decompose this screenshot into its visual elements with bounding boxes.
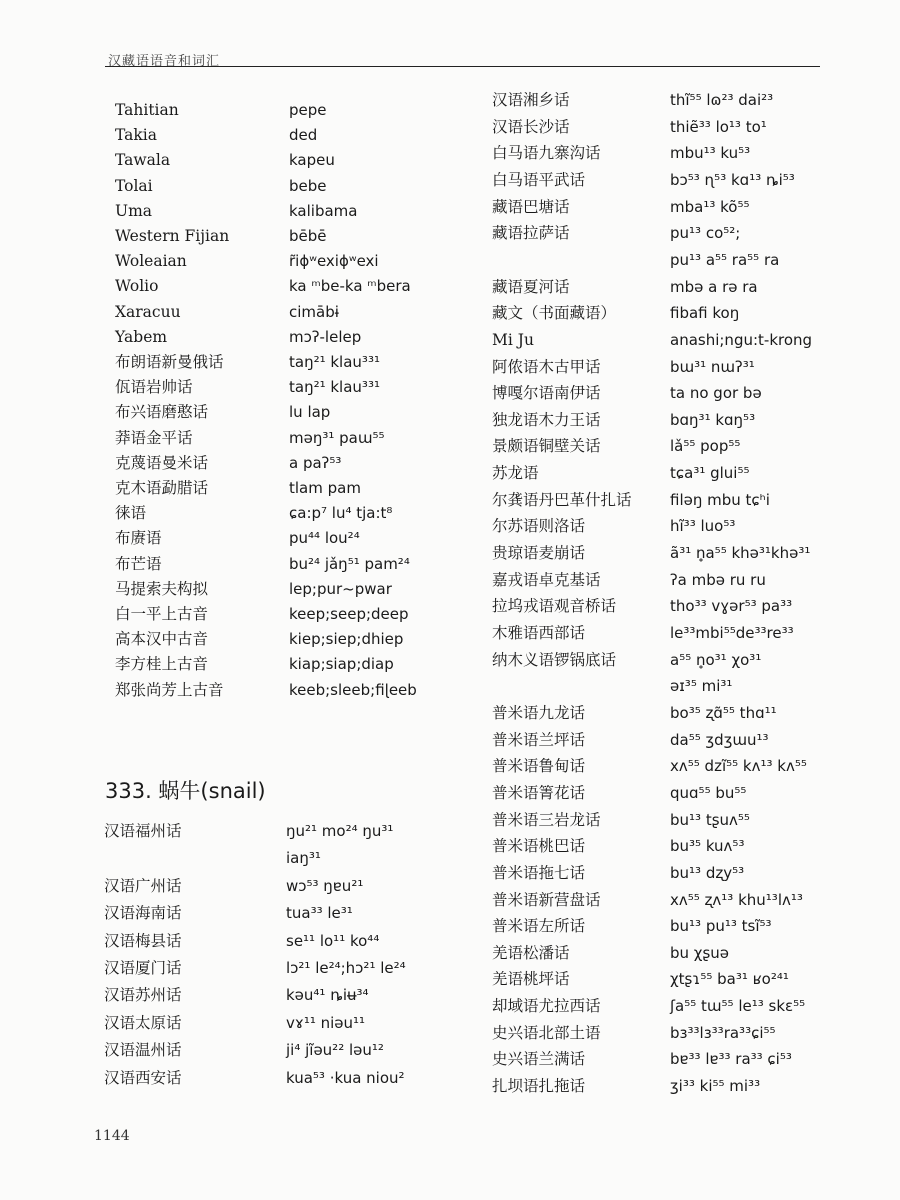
word-form: ded [289,126,318,145]
entry-row [104,1065,464,1091]
entry-row [115,576,475,602]
language-name: 汉语海南话 [104,904,182,923]
language-name: 独龙语木力王话 [492,410,601,429]
word-form: pepe [289,101,327,119]
entry-row [492,807,852,833]
language-name: Tolai [115,176,153,195]
word-form: əɪ³⁵ mi³¹ [670,677,733,696]
language-name: 尔龚语丹巴革什扎话 [492,490,632,509]
entry-row [115,677,475,703]
language-name: 景颇语铜壁关话 [492,437,601,456]
language-name: 史兴语北部土语 [492,1023,601,1042]
language-name: 布朗语新曼俄话 [115,353,224,371]
entry-row [492,567,852,593]
word-form: bēbē [289,227,327,245]
language-name: 普米语左所话 [492,917,586,936]
word-form: pu¹³ co⁵²; [670,224,741,243]
language-name: 尔苏语则洛话 [492,517,586,536]
word-form: ʃa⁵⁵ tɯ⁵⁵ le¹³ skɛ⁵⁵ [670,997,806,1016]
language-name: 普米语箐花话 [492,783,586,802]
language-name: 汉语福州话 [104,822,182,840]
language-name: 汉语西安话 [104,1068,182,1087]
language-name: 布赓语 [115,529,162,548]
entry-row [492,1020,852,1046]
word-form: cimābɨ [289,302,339,321]
word-form: pu¹³ a⁵⁵ ra⁵⁵ ra [670,250,780,269]
language-name: 木雅语西部话 [492,624,586,642]
word-form: kiep;siep;dhiep [289,630,404,649]
language-name: 藏语拉萨话 [492,224,570,243]
entry-row [115,450,475,476]
word-form: ʔa mbə ru ru [670,570,766,589]
entry-row [115,475,475,501]
entry-row [492,540,852,566]
word-form: keep;seep;deep [289,605,409,623]
language-name: 贵琼语麦崩话 [492,544,586,563]
entry-row [115,399,475,425]
word-form: se¹¹ lo¹¹ ko⁴⁴ [286,931,380,950]
running-head: 汉藏语语音和词汇 [108,54,221,69]
language-name: 克蔑语曼米话 [115,453,209,472]
entry-row [115,626,475,652]
word-form: kəu⁴¹ ȵiʉ³⁴ [286,986,369,1005]
entry-row [492,167,852,193]
entry-row [492,433,852,459]
language-name: 苏龙语 [492,464,539,483]
language-name: 纳木义语锣锅底话 [492,650,617,669]
entry-row [115,223,475,249]
entry-row [104,955,464,981]
language-name: 白马语平武话 [492,170,586,189]
word-form: bu¹³ pu¹³ tsĩ⁵³ [670,917,772,936]
word-form: bɐ³³ lɐ³³ ra³³ ɕi⁵³ [670,1050,792,1069]
entry-row [492,860,852,886]
entry-row [115,248,475,274]
language-name: Tahitian [115,101,179,119]
entry-row [115,500,475,526]
language-name: Uma [115,201,153,220]
word-form: hĩ³³ luo⁵³ [670,517,736,536]
word-form: quɑ⁵⁵ bu⁵⁵ [670,783,747,802]
word-form: tlam pam [289,479,361,497]
word-form: bu χʂuə [670,943,730,962]
language-name: 佤语岩帅话 [115,378,193,397]
word-form: bu¹³ tʂuʌ⁵⁵ [670,810,750,829]
entry-row [104,928,464,954]
language-name: 白一平上古音 [115,605,209,623]
word-form: pu⁴⁴ lou²⁴ [289,529,360,548]
entry-row [492,780,852,806]
entry-row [115,299,475,325]
word-form: xʌ⁵⁵ ʐʌ¹³ khu¹³lʌ¹³ [670,890,803,909]
language-name: Takia [115,126,157,145]
entry-row [492,1046,852,1072]
entry-row [115,425,475,451]
language-name: 扎坝语扎拖话 [492,1077,586,1096]
language-name: 高本汉中古音 [115,630,209,649]
word-form: kalibama [289,201,358,220]
word-form: bebe [289,176,327,195]
word-form: bu¹³ dʐy⁵³ [670,863,745,882]
language-name: Mi Ju [492,330,534,349]
entry-row [492,727,852,753]
language-name: Western Fijian [115,227,230,245]
entry-row [492,913,852,939]
entry-row [492,407,852,433]
word-form: da⁵⁵ ʒdʒɯu¹³ [670,730,769,749]
word-form: lǎ⁵⁵ pop⁵⁵ [670,437,741,456]
entry-row [492,300,852,326]
word-form: le³³mbi⁵⁵de³³re³³ [670,624,794,642]
word-form: lu lap [289,403,331,422]
word-form: ã³¹ n̥a⁵⁵ khə³¹khə³¹ [670,544,811,563]
page-number: 1144 [94,1128,130,1144]
entry-row [492,380,852,406]
word-form: bu²⁴ jǎŋ⁵¹ pam²⁴ [289,554,410,573]
entry-row [492,887,852,913]
word-form: ʒi³³ ki⁵⁵ mi³³ [670,1077,761,1096]
language-name: 汉语梅县话 [104,931,182,950]
word-form: bu³⁵ kuʌ⁵³ [670,837,745,856]
entry-row [492,487,852,513]
word-form: taŋ²¹ klau³³¹ [289,378,380,397]
language-name: 嘉戎语卓克基话 [492,570,601,589]
entry-row [115,551,475,577]
entry-row [492,700,852,726]
word-form: tɕa³¹ glui⁵⁵ [670,464,750,483]
language-name: 汉语长沙话 [492,117,570,136]
entry-row [104,845,464,871]
entry-row [492,274,852,300]
word-form: ji⁴ jĩəu²² ləu¹² [286,1041,384,1060]
entry-row [104,818,464,844]
language-name: Woleaian [115,252,187,271]
language-name: 莽语金平话 [115,428,193,447]
language-name: 汉语太原话 [104,1013,182,1032]
entry-row [115,97,475,123]
entry-row [492,247,852,273]
language-name: 徕语 [115,504,147,523]
entry-row [115,349,475,375]
entry-row [492,673,852,699]
word-form: anashi;ngu:t-krong [670,330,813,349]
language-name: 布兴语磨憨话 [115,403,209,422]
entry-row [492,140,852,166]
word-form: kua⁵³ ·kua niou² [286,1068,405,1087]
word-form: ŋu²¹ mo²⁴ ŋu³¹ [286,822,394,840]
entry-row [104,1010,464,1036]
word-form: bɜ³³lɜ³³ra³³ɕi⁵⁵ [670,1023,776,1042]
language-name: 史兴语兰满话 [492,1050,586,1069]
word-form: wɔ⁵³ ŋɐu²¹ [286,876,364,895]
word-form: thĩ⁵⁵ lɷ²³ dai²³ [670,91,774,109]
entry-row [492,647,852,673]
entry-row [115,273,475,299]
language-name: 马提索夫构拟 [115,579,209,598]
language-name: 普米语三岩龙话 [492,810,601,829]
word-form: iaŋ³¹ [286,849,321,868]
word-form: fibafi koŋ [670,304,740,323]
entry-row [492,513,852,539]
header-rule [105,66,820,67]
entry-row [492,327,852,353]
language-name: 普米语九龙话 [492,703,586,722]
language-name: 却域语尤拉西话 [492,997,601,1016]
language-name: 普米语鲁甸话 [492,757,586,776]
entry-row [492,114,852,140]
entry-row [492,966,852,992]
language-name: 汉语苏州话 [104,986,182,1005]
word-form: mbu¹³ ku⁵³ [670,144,751,163]
entry-row [115,324,475,350]
language-name: 汉语广州话 [104,876,182,895]
language-name: Xaracuu [115,302,181,321]
language-name: 普米语桃巴话 [492,837,586,856]
word-form: keeb;sleeb;fiɭeeb [289,680,417,699]
word-form: ta no gor bə [670,384,762,403]
entry-row [492,1073,852,1099]
word-form: bɑŋ³¹ kɑŋ⁵³ [670,410,756,429]
entry-row [492,194,852,220]
language-name: 藏语夏河话 [492,277,570,296]
entry-row [492,833,852,859]
language-name: 藏语巴塘话 [492,197,570,216]
word-form: a paʔ⁵³ [289,453,342,472]
word-form: bɯ³¹ nɯʔ³¹ [670,357,755,376]
entry-row [115,147,475,173]
entry-row [492,940,852,966]
section-title: 333. 蜗牛(snail) [105,779,266,803]
language-name: 羌语松潘话 [492,943,570,962]
word-form: vɤ¹¹ niəu¹¹ [286,1013,366,1032]
word-form: a⁵⁵ n̥o³¹ χo³¹ [670,650,762,669]
entry-row [492,460,852,486]
language-name: 拉坞戎语观音桥话 [492,597,617,616]
language-name: 布芒语 [115,554,162,573]
word-form: kapeu [289,151,335,170]
entry-row [115,374,475,400]
word-form: mbə a rə ra [670,277,758,296]
entry-row [492,354,852,380]
word-form: taŋ²¹ klau³³¹ [289,353,380,371]
word-form: xʌ⁵⁵ dzĩ⁵⁵ kʌ¹³ kʌ⁵⁵ [670,757,807,776]
word-form: thiẽ³³ lo¹³ to¹ [670,117,767,136]
word-form: filəŋ mbu tɕʰi [670,490,770,509]
entry-row [492,87,852,113]
entry-row [115,198,475,224]
word-form: kiap;siap;diap [289,655,394,674]
word-form: r̃iɸʷexiɸʷexi [289,252,379,271]
language-name: 白马语九寨沟话 [492,144,601,163]
entry-row [492,593,852,619]
language-name: 藏文（书面藏语） [492,304,617,323]
word-form: mba¹³ kõ⁵⁵ [670,197,750,216]
language-name: Yabem [115,327,168,346]
entry-row [104,873,464,899]
language-name: 汉语湘乡话 [492,91,570,109]
language-name: 克木语勐腊话 [115,479,209,497]
language-name: 羌语桃坪话 [492,970,570,989]
language-name: 阿侬语木古甲话 [492,357,601,376]
language-name: Wolio [115,277,159,296]
entry-row [115,173,475,199]
language-name: 汉语温州话 [104,1041,182,1060]
entry-row [492,220,852,246]
word-form: ka ᵐbe-ka ᵐbera [289,277,411,296]
entry-row [492,993,852,1019]
entry-row [492,620,852,646]
word-form: mɔʔ-lelep [289,327,362,346]
language-name: 普米语兰坪话 [492,730,586,749]
entry-row [115,122,475,148]
word-form: məŋ³¹ paɯ⁵⁵ [289,428,385,447]
word-form: bo³⁵ ʐɑ̃⁵⁵ thɑ¹¹ [670,703,777,722]
language-name: 郑张尚芳上古音 [115,680,224,699]
entry-row [104,1037,464,1063]
word-form: lɔ²¹ le²⁴;hɔ²¹ le²⁴ [286,959,406,977]
language-name: 博嘎尔语南伊话 [492,384,601,403]
language-name: 汉语厦门话 [104,959,182,977]
word-form: bɔ⁵³ ɳ⁵³ kɑ¹³ ȵi⁵³ [670,170,795,189]
word-form: ɕa:p⁷ lu⁴ tja:t⁸ [289,504,393,523]
language-name: Tawala [115,151,171,170]
word-form: χtʂɿ⁵⁵ ba³¹ ʁo²⁴¹ [670,970,789,989]
entry-row [115,525,475,551]
language-name: 普米语新营盘话 [492,890,601,909]
language-name: 李方桂上古音 [115,655,209,674]
entry-row [115,651,475,677]
entry-row [104,982,464,1008]
entry-row [104,900,464,926]
language-name: 普米语拖七话 [492,863,586,882]
entry-row [492,753,852,779]
entry-row [115,601,475,627]
word-form: tua³³ le³¹ [286,904,353,923]
word-form: lep;pur~pwar [289,579,392,598]
word-form: tho³³ vɣər⁵³ pa³³ [670,597,793,616]
